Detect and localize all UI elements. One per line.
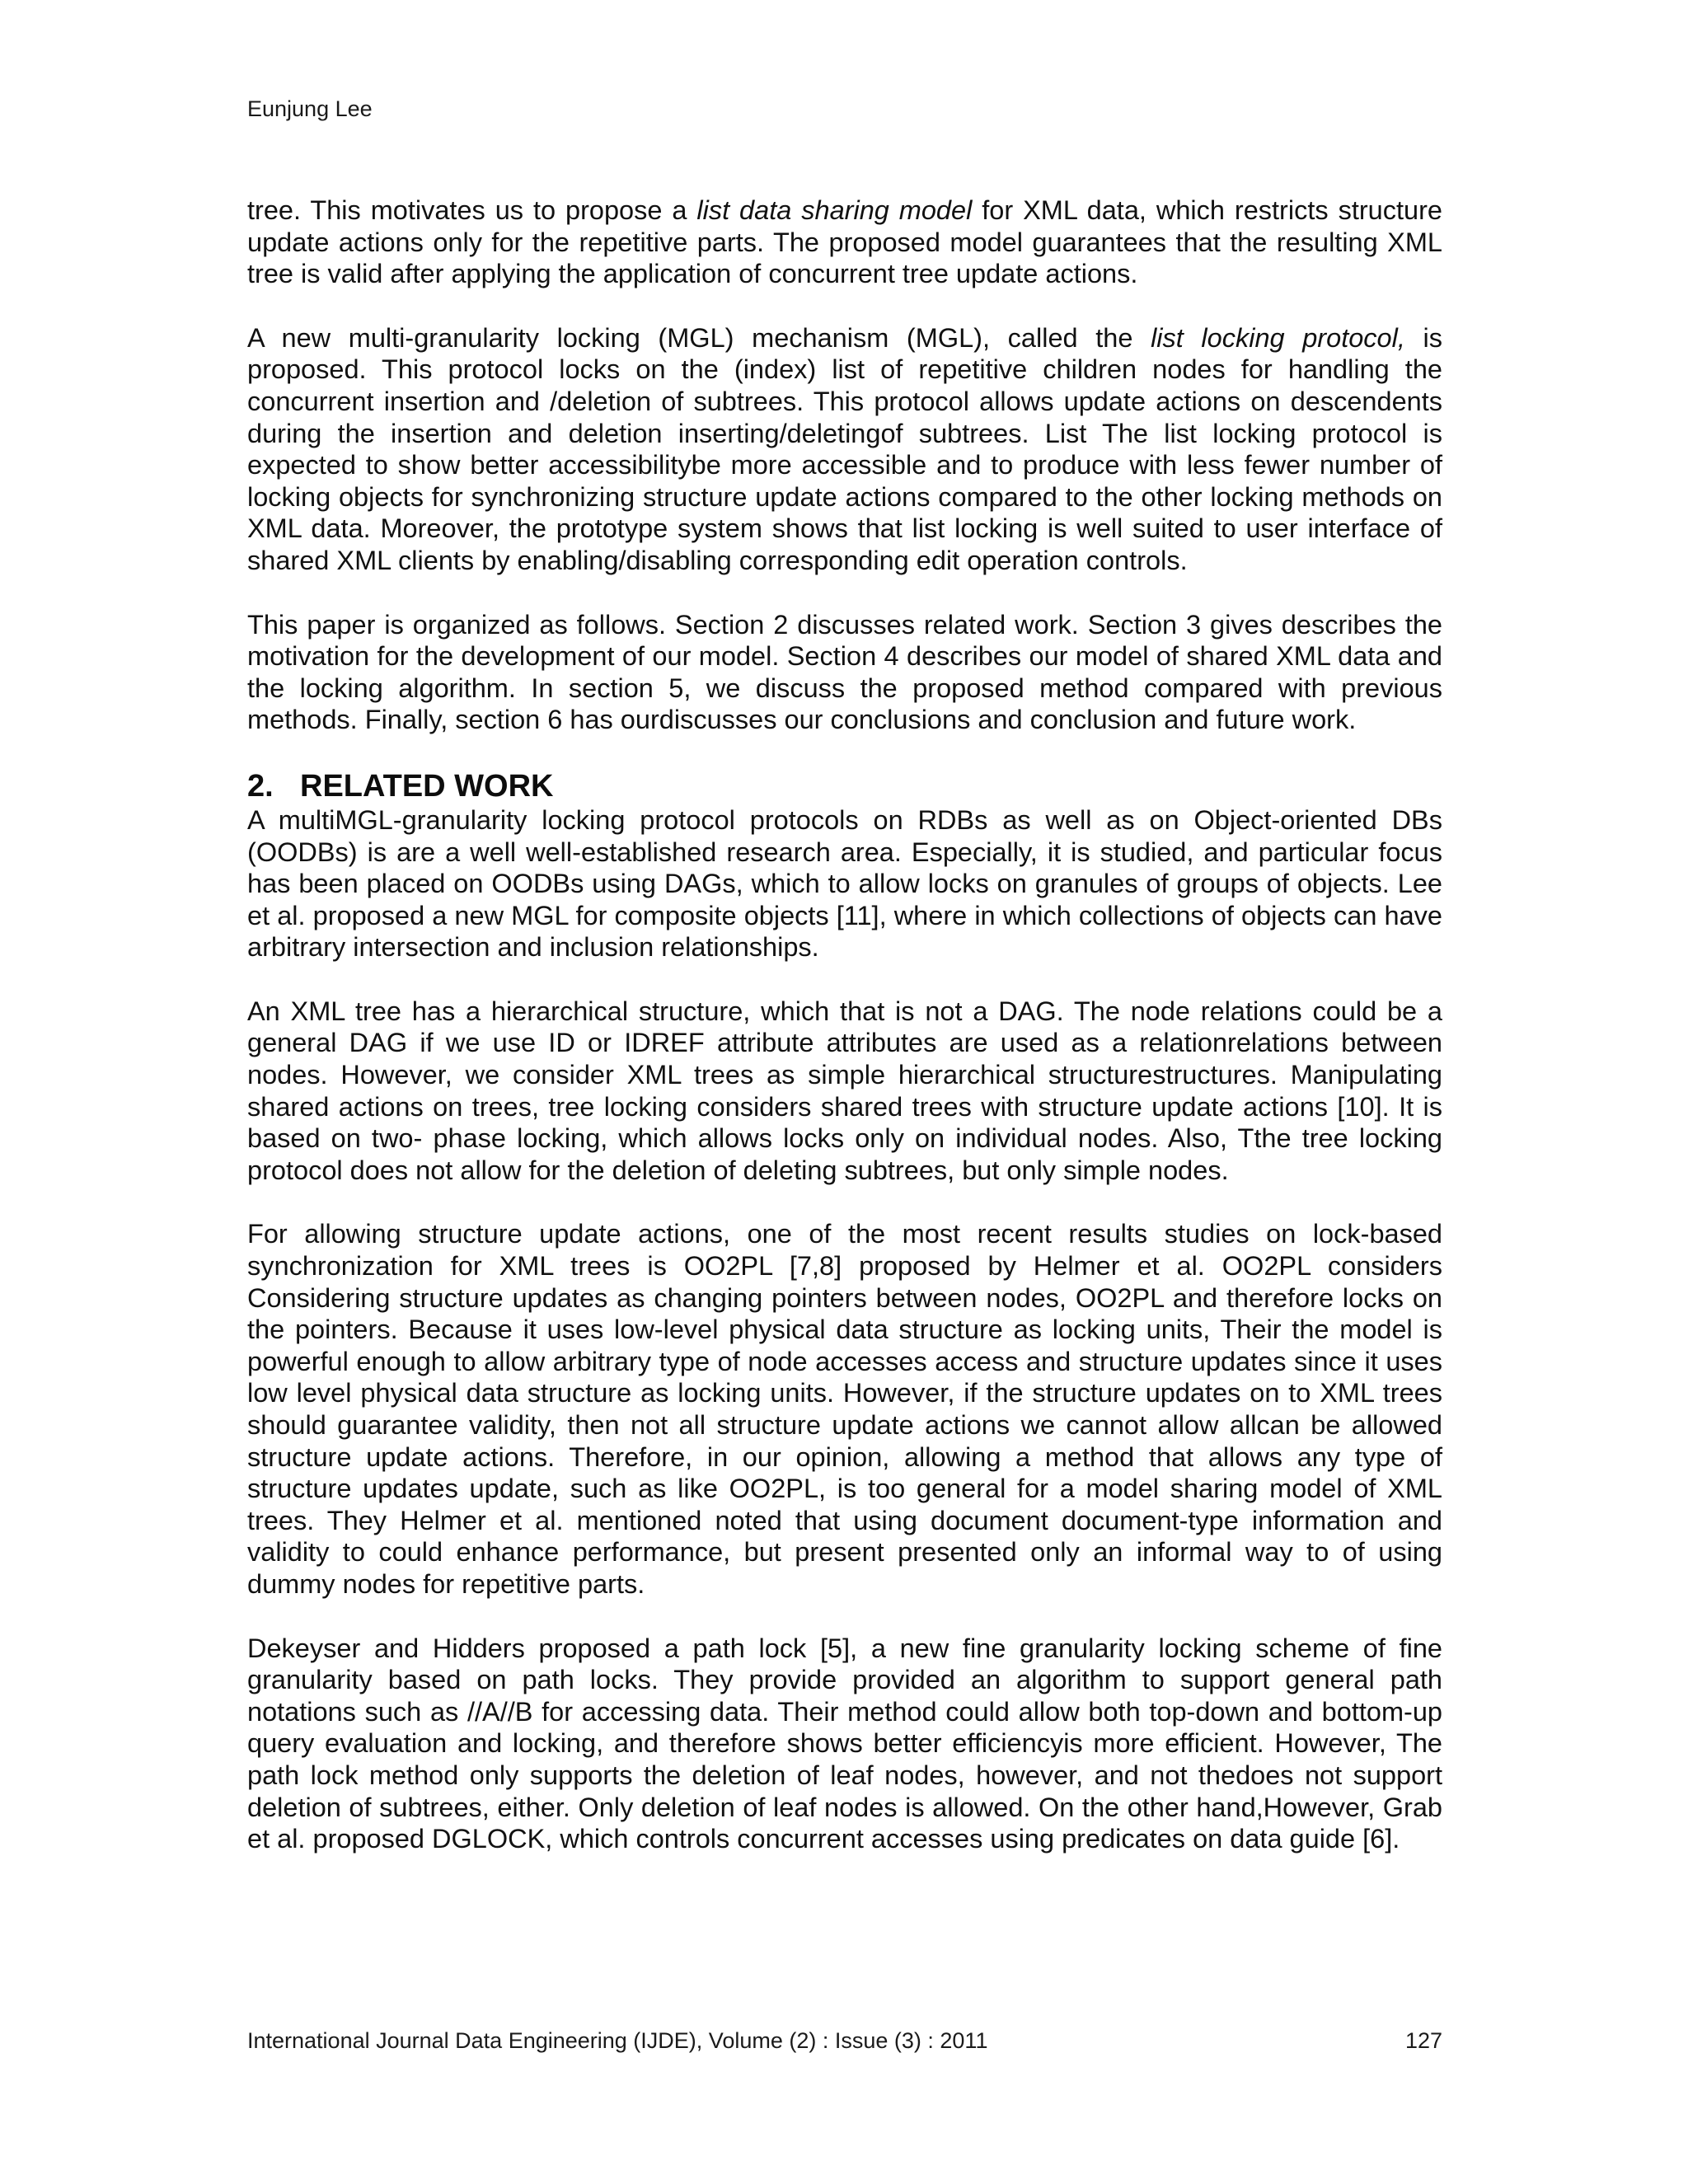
footer-journal-citation: International Journal Data Engineering (IJDE), Volume (2) : Issue (3) : 2011 <box>247 2028 988 2053</box>
paragraph-list-data-sharing-model <box>247 194 1442 290</box>
paragraph-text: A new multi-granularity locking (MGL) mechanism (MGL), called the <box>247 322 1151 353</box>
paragraph-xml-tree-structure: An XML tree has a hierarchical structure, which that is not a DAG. The node relations could be a general DAG if we use ID or IDREF attribute attributes are used as a relationrelations between nodes. However, we consider XML trees as simple hierarchical structurestructures. Manipulating shared actions on trees, tree locking considers shared trees with structure update actions [10]. It is based on two- phase locking, which allows locks only on individual nodes. Also, Tthe tree locking protocol does not allow for the deletion of deleting subtrees, but only simple nodes. <box>247 996 1442 1185</box>
section-number: 2. <box>247 768 274 804</box>
running-header-author: Eunjung Lee <box>247 96 373 121</box>
paragraph-list-locking-protocol <box>247 322 1442 577</box>
paragraph-text: is proposed. This protocol locks on the (index) list of repetitive children nodes for handling the concurrent insertion and /deletion of subtrees. This protocol allows update actions on descendents during the insertion and deletion inserting/deletingof subtrees. List The list locking protocol is expected to show better accessibilitybe more accessible and to produce with less fewer number of locking objects for synchronizing structure update actions compared to the other locking methods on XML data. Moreover, the prototype system shows that list locking is well suited to user interface of shared XML clients by enabling/disabling corresponding edit operation controls. <box>247 322 1443 575</box>
paragraph-paper-organization: This paper is organized as follows. Section 2 discusses related work. Section 3 gives describes the motivation for the development of our model. Section 4 describes our model of shared XML data and the locking algorithm. In section 5, we discuss the proposed method compared with previous methods. Finally, section 6 has ourdiscusses our conclusions and conclusion and future work. <box>247 609 1442 735</box>
italic-term: list data sharing model <box>696 195 973 225</box>
paragraph-path-lock: Dekeyser and Hidders proposed a path lock [5], a new fine granularity locking scheme of fine granularity based on path locks. They provide provided an algorithm to support general path notations such as //A//B for accessing data. Their method could allow both top-down and bottom-up query evaluation and locking, and therefore shows better efficiencyis more efficient. However, The path lock method only supports the deletion of leaf nodes, however, and not thedoes not support deletion of subtrees, either. Only deletion of leaf nodes is allowed. On the other hand,However, Grab et al. proposed DGLOCK, which controls concurrent accesses using predicates on data guide [6]. <box>247 1633 1442 1854</box>
running-footer <box>247 2027 1442 2054</box>
italic-term: list locking protocol, <box>1151 322 1405 353</box>
body-text <box>247 194 1442 1887</box>
section-title: RELATED WORK <box>300 768 554 804</box>
paragraph-mgl-background: A multiMGL-granularity locking protocol protocols on RDBs as well as on Object-oriented DBs (OODBs) is are a well well-established research area. Especially, it is studied, and particular focus has been placed on OODBs using DAGs, which to allow locks on granules of groups of objects. Lee et al. proposed a new MGL for composite objects [11], where in which collections of objects can have arbitrary intersection and inclusion relationships. <box>247 804 1442 963</box>
paragraph-text: for XML data, which restricts structure update actions only for the repetitive parts. The proposed model guarantees that the resulting XML tree is valid after applying the application of concurrent tree update actions. <box>247 195 1442 289</box>
page-number: 127 <box>1404 2028 1442 2053</box>
section-heading-related-work <box>247 768 1442 804</box>
paragraph-text: tree. This motivates us to propose a <box>247 195 697 225</box>
paragraph-oo2pl: For allowing structure update actions, one of the most recent results studies on lock-based synchronization for XML trees is OO2PL [7,8] proposed by Helmer et al. OO2PL considers Considering structure updates as changing pointers between nodes, OO2PL and therefore locks on the pointers. Because it uses low-level physical data structure as locking units, Their the model is powerful enough to allow arbitrary type of node accesses access and structure updates since it uses low level physical data structure as locking units. However, if the structure updates on to XML trees should guarantee validity, then not all structure update actions we cannot allow allcan be allowed structure update actions. Therefore, in our opinion, allowing a method that allows any type of structure updates update, such as like OO2PL, is too general for a model sharing model of XML trees. They Helmer et al. mentioned noted that using document document-type information and validity to could enhance performance, but present presented only an informal way to of using dummy nodes for repetitive parts. <box>247 1219 1442 1599</box>
